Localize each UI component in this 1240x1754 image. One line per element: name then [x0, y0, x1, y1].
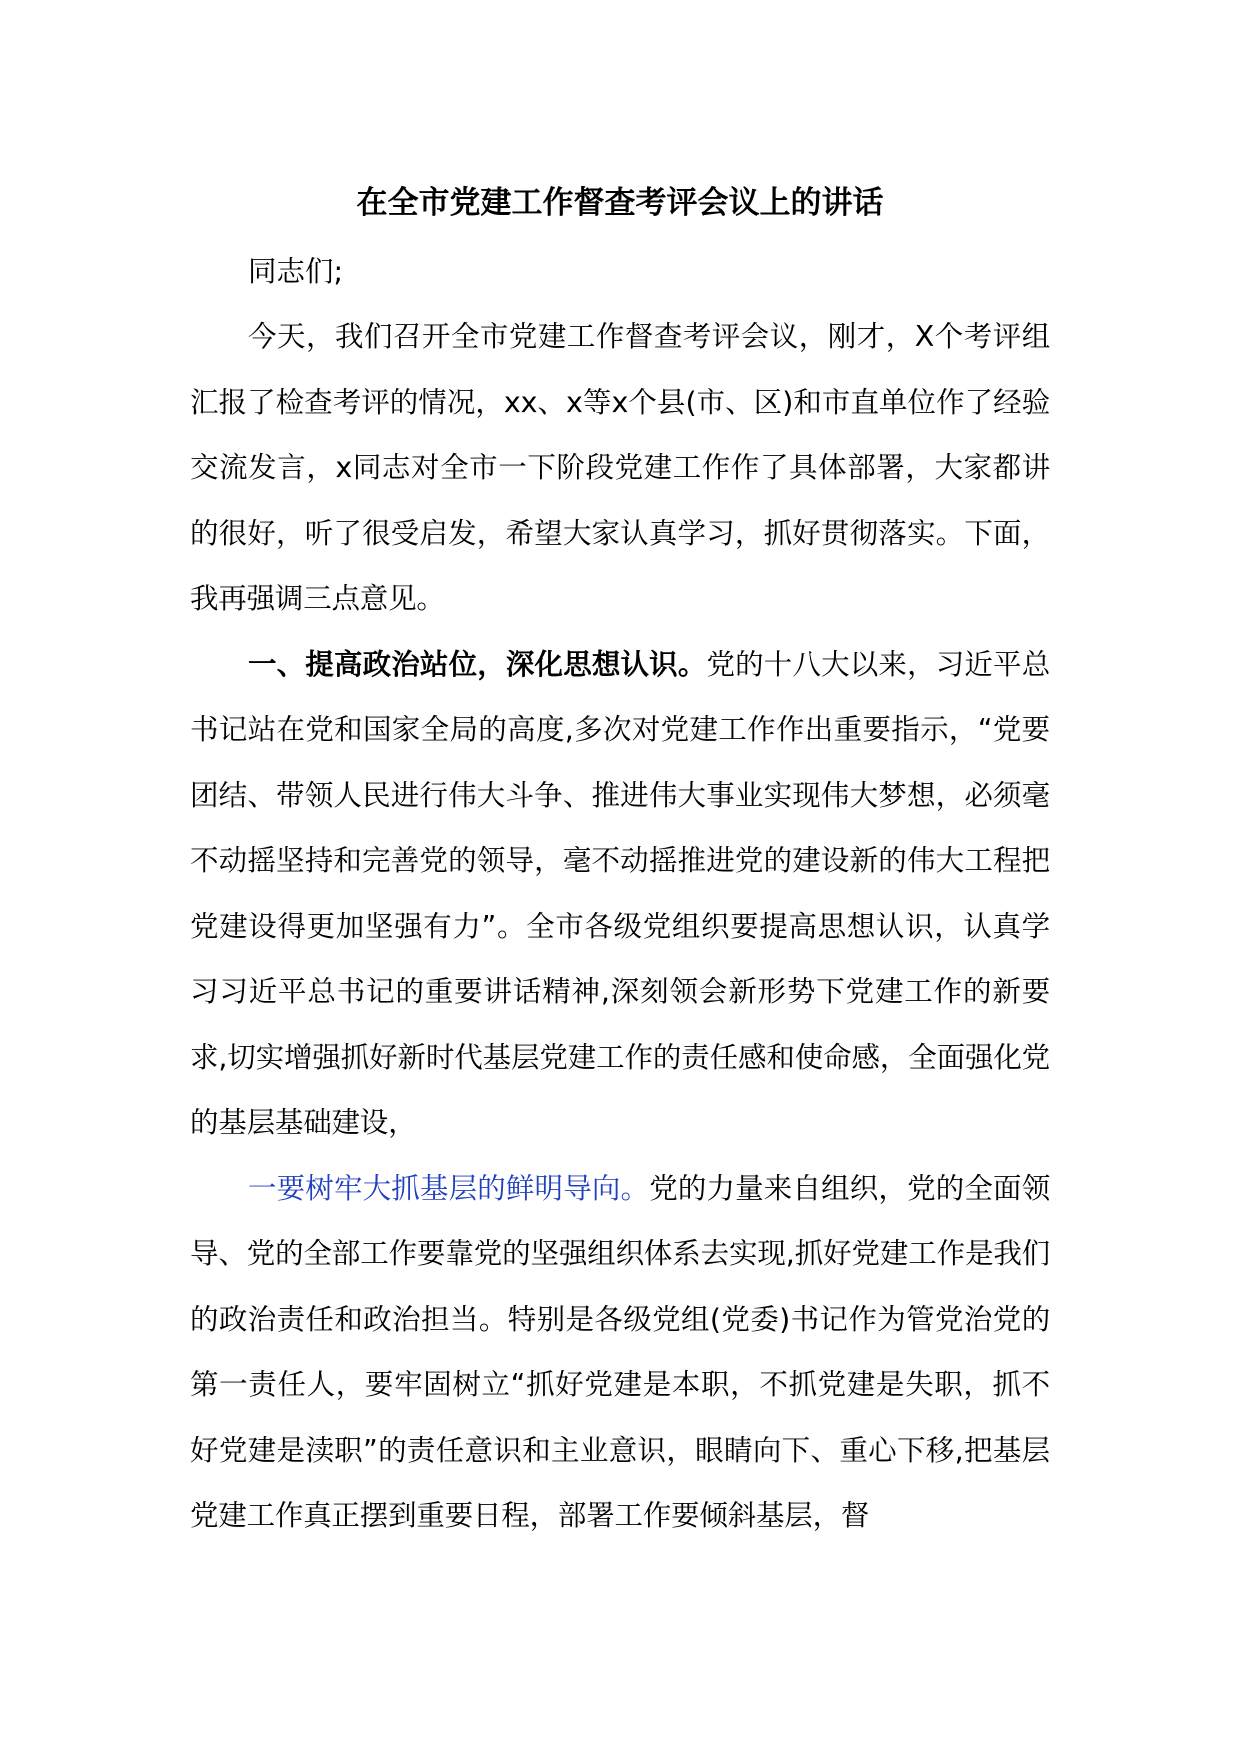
paragraph-subsection-1 — [190, 1156, 1050, 1549]
section-body-text: 党的十八大以来，习近平总书记站在党和国家全局的高度,多次对党建工作作出重要指示，“党要团结、带领人民进行伟大斗争、推进伟大事业实现伟大梦想，必须毫不动摇坚持和完善党的领导，毫不动摇推进党的建设新的伟大工程把党建设得更加坚强有力”。全市各级党组织要提高思想认识，认真学习习近平总书记的重要讲话精神,深刻领会新形势下党建工作的新要求,切实增强抓好新时代基层党建工作的责任感和使命感，全面强化党的基层基础建设， — [190, 647, 1050, 1139]
subsection-body-text: 党的力量来自组织，党的全面领导、党的全部工作要靠党的坚强组织体系去实现,抓好党建工作是我们的政治责任和政治担当。特别是各级党组(党委)书记作为管党治党的第一责任人，要牢固树立“抓好党建是本职，不抓党建是失职，抓不好党建是渎职”的责任意识和主业意识，眼睛向下、重心下移,把基层党建工作真正摆到重要日程，部署工作要倾斜基层，督 — [190, 1171, 1051, 1532]
paragraph-intro — [190, 304, 1050, 632]
document-body — [190, 178, 1050, 1549]
greeting: 同志们; — [248, 255, 344, 288]
paragraph-section-1 — [190, 632, 1050, 1156]
section-heading: 一、提高政治站位，深化思想认识。 — [248, 647, 707, 681]
subsection-heading: 一要树牢大抓基层的鲜明导向。 — [248, 1171, 650, 1205]
paragraph-intro-text: 今天，我们召开全市党建工作督查考评会议，刚才，X个考评组汇报了检查考评的情况，xx、x等x个县(市、区)和市直单位作了经验交流发言，x同志对全市一下阶段党建工作作了具体部署，大家都讲的很好，听了很受启发，希望大家认真学习，抓好贯彻落实。下面，我再强调三点意见。 — [190, 320, 1050, 615]
document-title: 在全市党建工作督查考评会议上的讲话 — [356, 185, 884, 221]
